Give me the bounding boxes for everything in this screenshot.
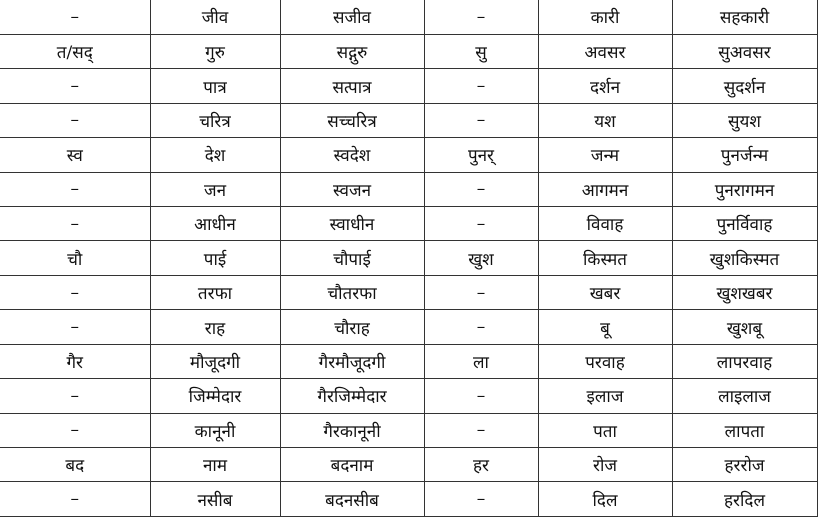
- root-word-cell: चरित्र: [150, 103, 280, 137]
- prefix-cell: –: [0, 379, 150, 413]
- derived-word-cell: सच्चरित्र: [280, 103, 424, 137]
- root-word-cell: किस्मत: [538, 241, 672, 275]
- prefix-cell: –: [424, 69, 538, 103]
- root-word-cell: जन: [150, 172, 280, 206]
- prefix-cell: हर: [424, 447, 538, 481]
- prefix-cell: खुश: [424, 241, 538, 275]
- prefix-cell: सु: [424, 34, 538, 68]
- prefix-cell: –: [0, 310, 150, 344]
- root-word-cell: जन्म: [538, 138, 672, 172]
- derived-word-cell: लापरवाह: [672, 344, 817, 378]
- root-word-cell: पात्र: [150, 69, 280, 103]
- prefix-cell: –: [424, 379, 538, 413]
- table-row: [0, 344, 817, 378]
- root-word-cell: आगमन: [538, 172, 672, 206]
- derived-word-cell: सहकारी: [672, 0, 817, 34]
- prefix-cell: स्व: [0, 138, 150, 172]
- prefix-cell: –: [424, 413, 538, 447]
- table-row: [0, 69, 817, 103]
- derived-word-cell: बदनसीब: [280, 482, 424, 517]
- table-row: [0, 0, 817, 34]
- derived-word-cell: पुनर्विवाह: [672, 207, 817, 241]
- prefix-cell: त/सद्: [0, 34, 150, 68]
- table-row: [0, 138, 817, 172]
- prefix-cell: –: [424, 310, 538, 344]
- prefix-cell: –: [0, 413, 150, 447]
- prefix-cell: पुनर्: [424, 138, 538, 172]
- root-word-cell: राह: [150, 310, 280, 344]
- table-row: [0, 447, 817, 481]
- prefix-cell: –: [0, 482, 150, 517]
- derived-word-cell: चौपाई: [280, 241, 424, 275]
- root-word-cell: दर्शन: [538, 69, 672, 103]
- prefix-cell: –: [424, 172, 538, 206]
- prefix-cell: –: [0, 172, 150, 206]
- root-word-cell: रोज: [538, 447, 672, 481]
- table-row: [0, 275, 817, 309]
- derived-word-cell: गैरमौजूदगी: [280, 344, 424, 378]
- derived-word-cell: हररोज: [672, 447, 817, 481]
- derived-word-cell: लापता: [672, 413, 817, 447]
- root-word-cell: गुरु: [150, 34, 280, 68]
- root-word-cell: नाम: [150, 447, 280, 481]
- prefix-cell: –: [0, 207, 150, 241]
- root-word-cell: इलाज: [538, 379, 672, 413]
- root-word-cell: मौजूदगी: [150, 344, 280, 378]
- prefix-cell: चौ: [0, 241, 150, 275]
- root-word-cell: आधीन: [150, 207, 280, 241]
- derived-word-cell: स्वाधीन: [280, 207, 424, 241]
- prefix-cell: –: [0, 103, 150, 137]
- derived-word-cell: बदनाम: [280, 447, 424, 481]
- root-word-cell: देश: [150, 138, 280, 172]
- prefix-cell: –: [0, 0, 150, 34]
- table-row: [0, 482, 817, 517]
- prefix-cell: ला: [424, 344, 538, 378]
- derived-word-cell: सुअवसर: [672, 34, 817, 68]
- derived-word-cell: खुशखबर: [672, 275, 817, 309]
- prefix-cell: –: [424, 207, 538, 241]
- root-word-cell: नसीब: [150, 482, 280, 517]
- root-word-cell: तरफा: [150, 275, 280, 309]
- derived-word-cell: पुनरागमन: [672, 172, 817, 206]
- derived-word-cell: चौतरफा: [280, 275, 424, 309]
- prefix-cell: –: [424, 103, 538, 137]
- prefix-cell: –: [0, 275, 150, 309]
- table-row: [0, 379, 817, 413]
- root-word-cell: यश: [538, 103, 672, 137]
- root-word-cell: दिल: [538, 482, 672, 517]
- derived-word-cell: सत्पात्र: [280, 69, 424, 103]
- prefix-cell: –: [424, 0, 538, 34]
- root-word-cell: कारी: [538, 0, 672, 34]
- derived-word-cell: गैरजिम्मेदार: [280, 379, 424, 413]
- derived-word-cell: खुशकिस्मत: [672, 241, 817, 275]
- derived-word-cell: खुशबू: [672, 310, 817, 344]
- root-word-cell: पता: [538, 413, 672, 447]
- derived-word-cell: हरदिल: [672, 482, 817, 517]
- root-word-cell: परवाह: [538, 344, 672, 378]
- table-row: [0, 34, 817, 68]
- derived-word-cell: चौराह: [280, 310, 424, 344]
- derived-word-cell: सुयश: [672, 103, 817, 137]
- prefix-cell: –: [0, 69, 150, 103]
- table-row: [0, 207, 817, 241]
- table-row: [0, 241, 817, 275]
- root-word-cell: जीव: [150, 0, 280, 34]
- derived-word-cell: स्वजन: [280, 172, 424, 206]
- derived-word-cell: सद्गुरु: [280, 34, 424, 68]
- table-row: [0, 172, 817, 206]
- root-word-cell: जिम्मेदार: [150, 379, 280, 413]
- table-row: [0, 103, 817, 137]
- prefix-cell: गैर: [0, 344, 150, 378]
- root-word-cell: बू: [538, 310, 672, 344]
- table-row: [0, 310, 817, 344]
- derived-word-cell: गैरकानूनी: [280, 413, 424, 447]
- prefix-cell: –: [424, 482, 538, 517]
- derived-word-cell: सजीव: [280, 0, 424, 34]
- root-word-cell: पाई: [150, 241, 280, 275]
- derived-word-cell: लाइलाज: [672, 379, 817, 413]
- root-word-cell: अवसर: [538, 34, 672, 68]
- root-word-cell: कानूनी: [150, 413, 280, 447]
- derived-word-cell: सुदर्शन: [672, 69, 817, 103]
- prefix-cell: बद: [0, 447, 150, 481]
- root-word-cell: खबर: [538, 275, 672, 309]
- table-row: [0, 413, 817, 447]
- prefix-cell: –: [424, 275, 538, 309]
- derived-word-cell: पुनर्जन्म: [672, 138, 817, 172]
- root-word-cell: विवाह: [538, 207, 672, 241]
- derived-word-cell: स्वदेश: [280, 138, 424, 172]
